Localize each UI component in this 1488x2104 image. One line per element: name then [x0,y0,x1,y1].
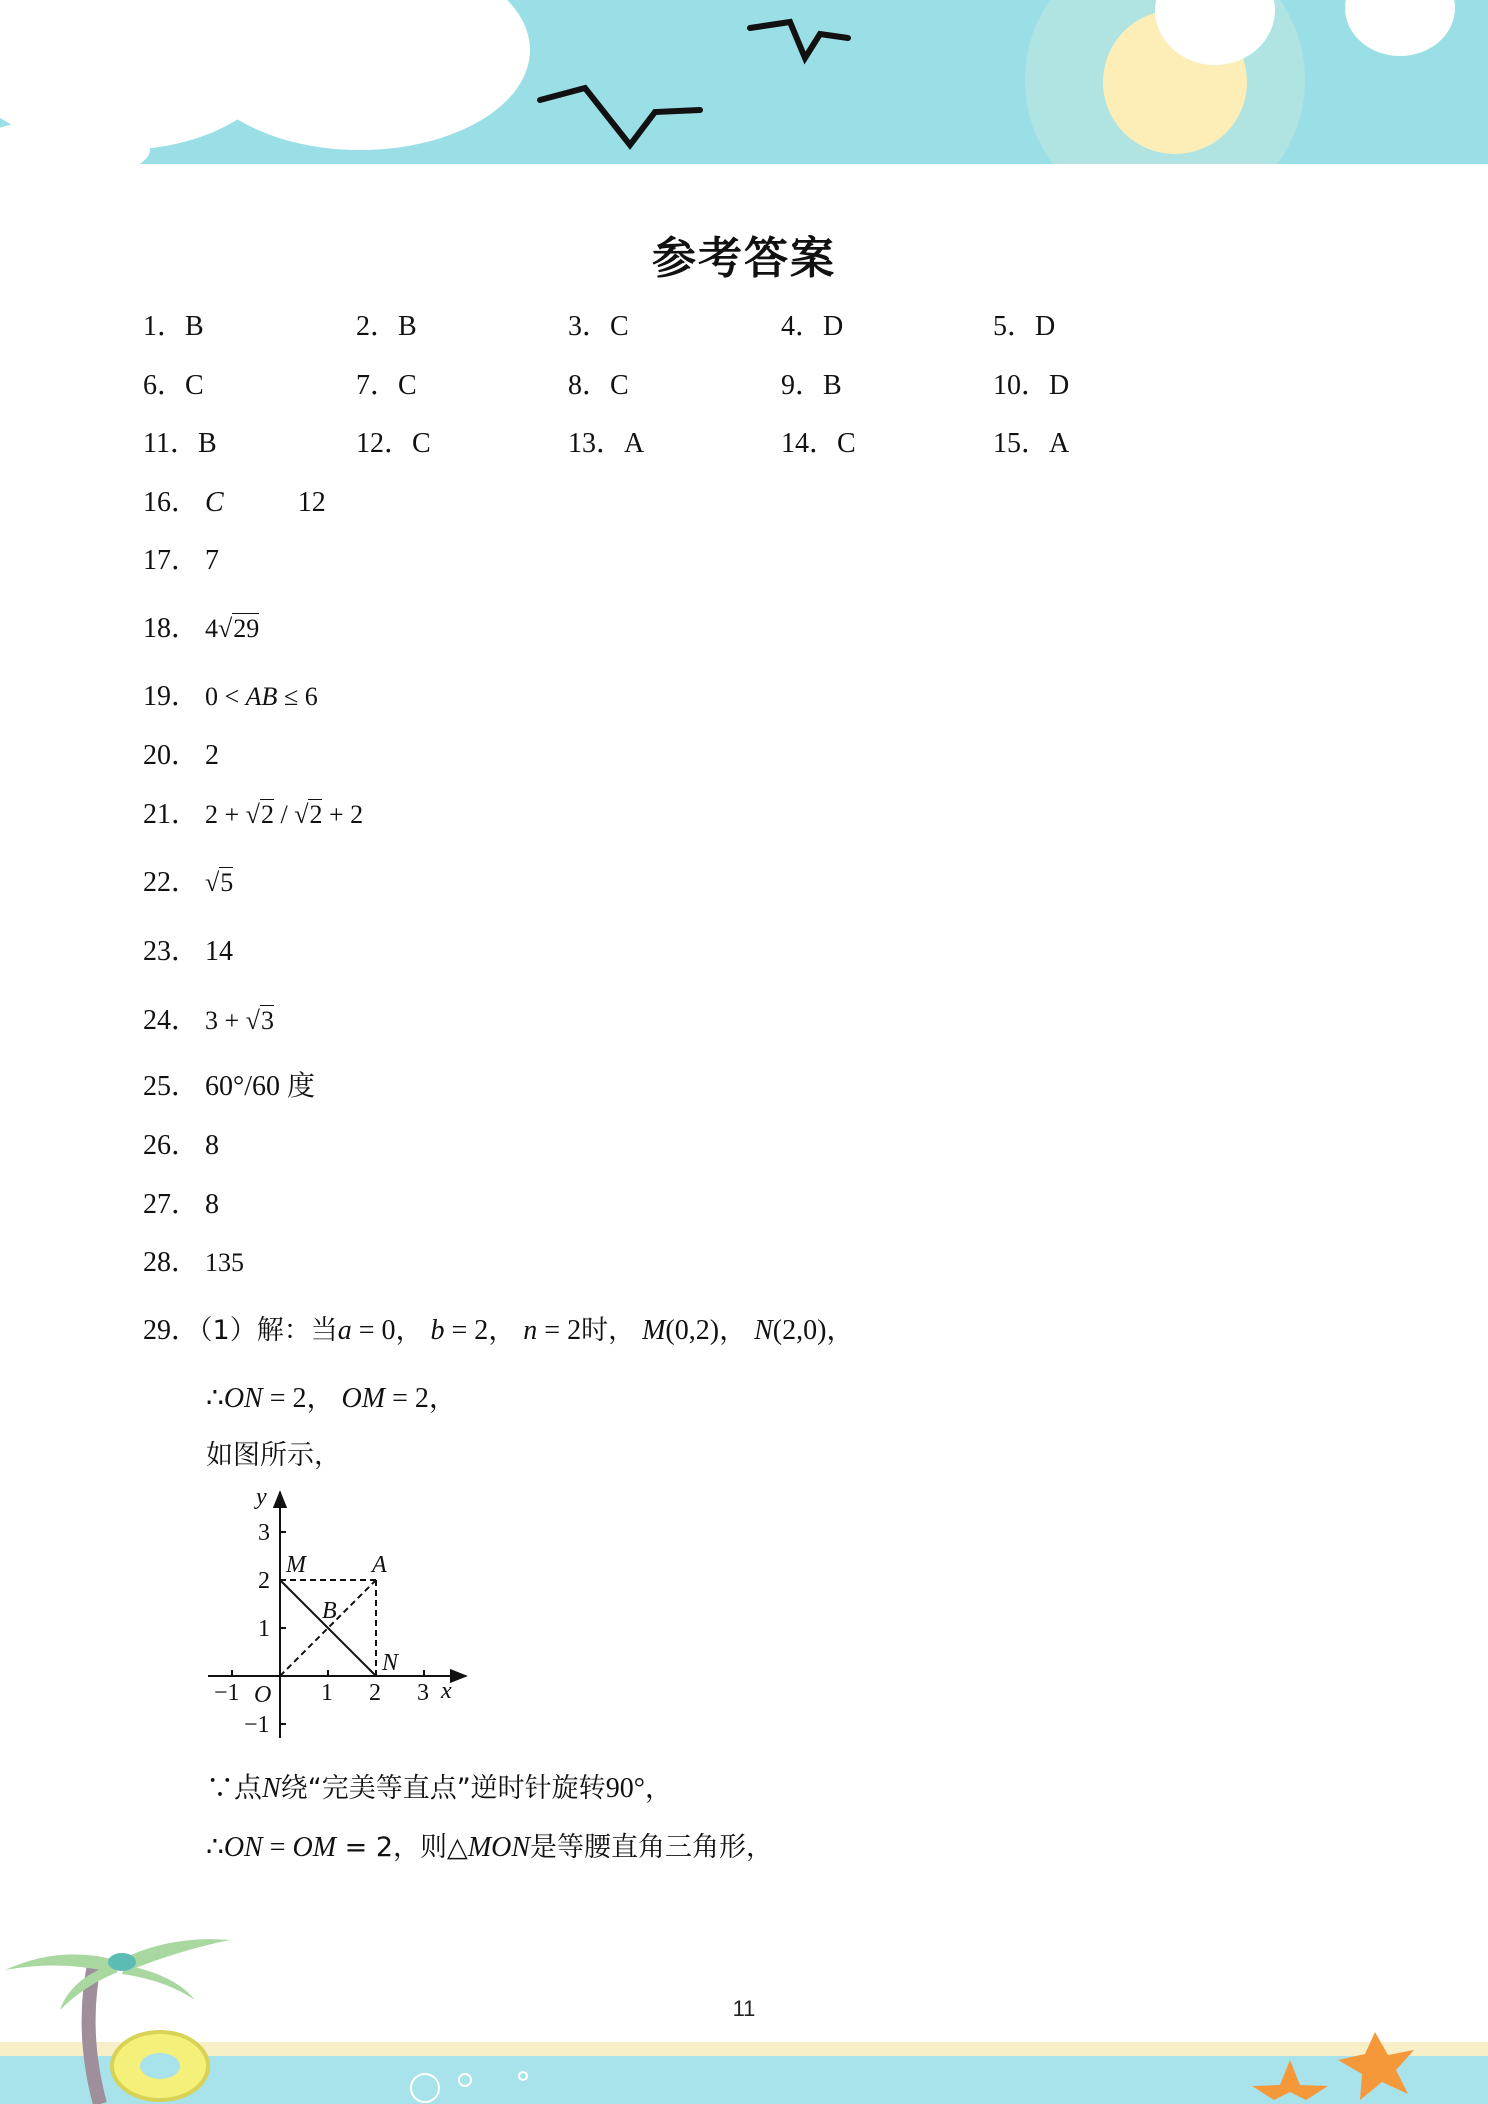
mc-answer: 3．C [568,311,629,342]
answer-23: 23． 14 [143,936,233,967]
mc-answer: 11．B [143,428,217,459]
mc-answer: 9．B [781,370,842,401]
point-label-a: A [372,1552,387,1578]
sand-strip [0,2042,1488,2056]
answer-21: 21． 2 + √2 / √2 + 2 [143,799,364,830]
answer-25: 25． 60°/60 度 [143,1071,315,1102]
mc-answer: 8．C [568,370,629,401]
page-number: 11 [732,1996,756,2021]
point-label-n: N [382,1650,399,1676]
y-tick-label: −1 [244,1712,270,1738]
coordinate-figure [204,1484,474,1744]
answer-20: 20． 2 [143,740,219,771]
mc-answer: 6．C [143,370,204,401]
mc-answer: 5．D [993,311,1056,342]
x-tick-label: −1 [214,1680,240,1706]
answer-17: 17． 7 [143,545,219,576]
x-tick-label: 1 [321,1680,333,1706]
answer-29-line-4: ∵点N绕“完美等直点”逆时针旋转90°， [206,1773,673,1804]
x-tick-label: 3 [417,1680,429,1706]
answer-29-line-5: ∴ON = OM = 2，则△MON是等腰直角三角形， [206,1832,774,1863]
answer-29-line-2: ∴ON = 2， OM = 2， [206,1383,457,1414]
mc-answer: 15．A [993,428,1070,459]
mc-answer: 1．B [143,311,204,342]
swim-ring-hole [140,2053,180,2079]
answer-26: 26． 8 [143,1130,219,1161]
answer-29-line-3: 如图所示， [206,1440,341,1471]
answer-22: 22． √5 [143,867,234,898]
page-title: 参考答案 [652,233,836,284]
coconut [108,1953,136,1971]
point-label-b: B [322,1598,337,1624]
mc-answer: 14．C [781,428,856,459]
answer-27: 27． 8 [143,1189,219,1220]
mc-answer: 13．A [568,428,645,459]
mc-answer: 10．D [993,370,1070,401]
mc-answer: 12．C [356,428,431,459]
footer-decoration [0,1900,1488,2104]
y-tick-label: 2 [258,1568,270,1594]
sea-band [0,2056,1488,2104]
y-tick-label: 1 [258,1616,270,1642]
origin-label: O [254,1682,272,1708]
answer-24: 24． 3 + √3 [143,1005,274,1036]
mc-answer: 2．B [356,311,417,342]
header-decoration [0,0,1488,170]
palm-leaves [5,1939,230,2010]
answer-28: 28． 135 [143,1247,244,1278]
answer-18: 18． 4√29 [143,613,260,644]
answer-19: 19． 0 < AB ≤ 6 [143,681,318,712]
y-tick-label: 3 [258,1520,270,1546]
x-tick-label: 2 [369,1680,381,1706]
answer-29-line-1: 29．（1）解：当a = 0， b = 2， n = 2时， M(0,2)， N(2,0)， [143,1315,855,1346]
mc-answer: 7．C [356,370,417,401]
point-label-m: M [286,1552,306,1578]
answer-16: 16． C 12 [143,487,326,518]
y-axis-label: y [256,1484,267,1510]
mc-answer: 4．D [781,311,844,342]
x-axis-label: x [441,1678,452,1704]
